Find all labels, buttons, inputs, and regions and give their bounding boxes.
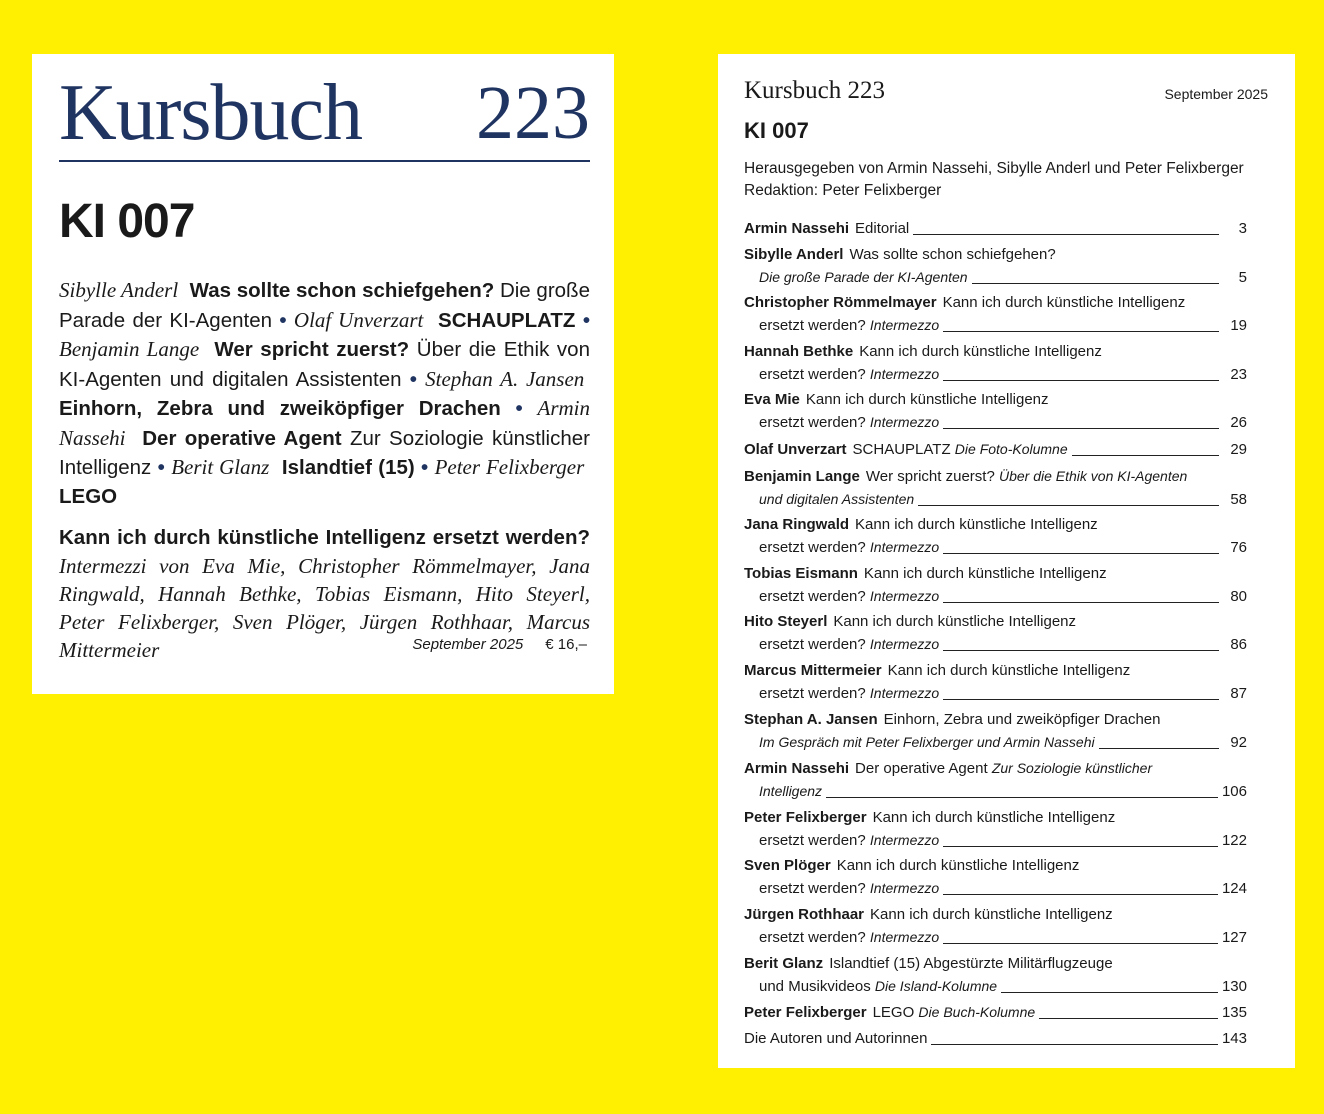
contents-title: Der operative Agent xyxy=(142,426,342,450)
toc-row-first xyxy=(744,465,1247,488)
entry-author: Jana Ringwald xyxy=(744,516,850,534)
page-number: 23 xyxy=(1230,365,1247,383)
entry-subtitle: Intermezzo xyxy=(869,928,940,945)
page-number: 124 xyxy=(1221,880,1247,898)
toc-date: September 2025 xyxy=(1164,86,1268,102)
page-number: 3 xyxy=(1238,220,1247,237)
page-number: 86 xyxy=(1230,636,1247,654)
page-number: 76 xyxy=(1230,539,1247,557)
entry-subtitle: Intermezzo xyxy=(869,880,940,897)
toc-entry xyxy=(744,1028,1247,1050)
page-number: 58 xyxy=(1230,490,1247,508)
entry-title: Islandtief (15) Abgestürzte Militärflugzeuge xyxy=(829,954,1113,972)
separator-bullet: • xyxy=(582,308,590,332)
toc-row xyxy=(744,488,1247,511)
contents-title: Einhorn, Zebra und zweiköpfiger Drachen xyxy=(59,397,501,420)
toc-row-first xyxy=(744,855,1247,877)
contents-author: Berit Glanz xyxy=(171,455,270,479)
toc-row xyxy=(744,1028,1247,1050)
page-number: 143 xyxy=(1221,1029,1247,1047)
entry-author: Armin Nassehi xyxy=(744,760,850,778)
entry-title: Wer spricht zuerst? xyxy=(865,467,995,485)
entry-author: Jürgen Rothhaar xyxy=(744,905,865,923)
entry-title: Kann ich durch künstliche Intelligenz xyxy=(887,661,1131,679)
leader-line xyxy=(1099,748,1219,749)
intermezzo-title: Kann ich durch künstliche Intelligenz ersetzt werden? xyxy=(59,526,590,549)
entry-subtitle: Die große Parade der KI-Agenten xyxy=(759,268,968,285)
page-number: 106 xyxy=(1221,783,1247,801)
leader-line xyxy=(943,331,1219,332)
entry-subtitle: Intermezzo xyxy=(869,414,940,431)
toc-entry xyxy=(744,465,1247,511)
entry-author: Stephan A. Jansen xyxy=(744,710,878,728)
entry-title-cont: ersetzt werden? xyxy=(759,587,866,605)
toc-entry xyxy=(744,389,1247,434)
entry-title-cont: ersetzt werden? xyxy=(759,880,866,898)
entry-author: Peter Felixberger xyxy=(744,1004,867,1022)
entry-subtitle: Intermezzo xyxy=(869,684,940,701)
entry-author: Berit Glanz xyxy=(744,954,824,972)
entry-title: Kann ich durch künstliche Intelligenz xyxy=(859,342,1102,360)
toc-header xyxy=(744,54,1268,110)
toc-row xyxy=(744,411,1247,434)
cover-title: Kursbuch xyxy=(59,69,363,157)
page-number: 135 xyxy=(1221,1004,1247,1022)
toc-row-text xyxy=(744,488,914,511)
toc-row-text xyxy=(744,218,909,240)
entry-subtitle: Intermezzo xyxy=(869,587,940,604)
entry-title-cont: ersetzt werden? xyxy=(759,928,866,946)
toc-row-text xyxy=(744,877,939,900)
entry-author: Hito Steyerl xyxy=(744,613,828,631)
toc-row xyxy=(744,266,1247,289)
toc-redaktion-line: Redaktion: Peter Felixberger xyxy=(744,182,942,199)
entry-author: Sven Plöger xyxy=(744,857,831,875)
cover-date: September 2025 xyxy=(412,636,524,653)
toc-entry xyxy=(744,292,1247,337)
cover-price: € 16,– xyxy=(545,636,587,653)
toc-entry xyxy=(744,514,1247,559)
toc-row-text xyxy=(744,780,822,803)
entry-author: Armin Nassehi xyxy=(744,220,850,237)
toc-row-text xyxy=(744,314,939,337)
toc-title: Kursbuch 223 xyxy=(744,77,885,104)
toc-panel xyxy=(718,54,1295,1068)
contents-author: Sibylle Anderl xyxy=(59,278,179,302)
toc-row xyxy=(744,780,1247,803)
entry-title-cont: ersetzt werden? xyxy=(759,317,866,335)
toc-entry xyxy=(744,1001,1247,1024)
leader-line xyxy=(943,553,1219,554)
entry-title-cont: ersetzt werden? xyxy=(759,831,866,849)
leader-line xyxy=(826,797,1218,798)
leader-line xyxy=(943,650,1219,651)
leader-line xyxy=(1072,455,1219,456)
contents-title: Wer spricht zuerst? xyxy=(214,338,410,361)
leader-line xyxy=(943,943,1218,944)
toc-row-first xyxy=(744,244,1247,266)
toc-entry xyxy=(744,855,1247,900)
toc-row xyxy=(744,536,1247,559)
contents-subtitle: Die große Parade der KI-Agenten xyxy=(59,279,590,332)
toc-editors-line: Herausgegeben von Armin Nassehi, Sibylle Anderl und Peter Felixberger xyxy=(744,160,1244,177)
entry-subtitle: Über die Ethik von KI-Agenten xyxy=(998,467,1188,484)
entry-title: Kann ich durch künstliche Intelligenz xyxy=(870,905,1113,923)
contents-author: Armin Nassehi xyxy=(59,396,590,450)
leader-line xyxy=(943,602,1219,603)
contents-title: Islandtief (15) xyxy=(281,456,415,479)
toc-entry xyxy=(744,904,1247,949)
toc-entry xyxy=(744,438,1247,461)
entry-author: Peter Felixberger xyxy=(744,808,867,826)
entry-title-cont: ersetzt werden? xyxy=(759,414,866,432)
toc-row xyxy=(744,1001,1247,1024)
entry-author: Christopher Römmelmayer xyxy=(744,294,937,312)
toc-row-first xyxy=(744,757,1247,780)
toc-row xyxy=(744,731,1247,754)
entry-subtitle: Die Buch-Kolumne xyxy=(918,1004,1036,1021)
toc-row-first xyxy=(744,904,1247,926)
toc-row xyxy=(744,218,1247,240)
separator-bullet: • xyxy=(279,308,287,332)
toc-row-text xyxy=(744,266,968,289)
toc-row-text xyxy=(744,363,939,386)
entry-subtitle: Die Island-Kolumne xyxy=(874,977,998,994)
entry-title: Kann ich durch künstliche Intelligenz xyxy=(855,516,1098,534)
toc-entry xyxy=(744,563,1247,608)
entry-author: Hannah Bethke xyxy=(744,342,854,360)
toc-row-text xyxy=(744,731,1095,754)
entry-author: Olaf Unverzart xyxy=(744,440,847,458)
toc-row xyxy=(744,314,1247,337)
contents-subtitle: Über die Ethik von KI-Agenten und digitalen Assistenten xyxy=(59,338,590,391)
entry-author: Tobias Eismann xyxy=(744,564,858,582)
toc-row-text xyxy=(744,536,939,559)
entry-title: Kann ich durch künstliche Intelligenz xyxy=(833,613,1077,631)
entry-subtitle: Im Gespräch mit Peter Felixberger und Armin Nassehi xyxy=(759,733,1095,750)
toc-row xyxy=(744,363,1247,386)
toc-row xyxy=(744,926,1247,949)
leader-line xyxy=(1039,1018,1218,1019)
toc-entry xyxy=(744,218,1247,240)
toc-subtitle: KI 007 xyxy=(744,118,809,143)
entry-subtitle: Intelligenz xyxy=(759,783,823,800)
contents-subtitle: Zur Soziologie künstlicher Intelligenz xyxy=(59,426,590,479)
toc-row xyxy=(744,682,1247,705)
toc-entry xyxy=(744,611,1247,656)
leader-line xyxy=(943,380,1219,381)
toc-row-first xyxy=(744,292,1247,314)
toc-entry xyxy=(744,660,1247,705)
entry-title: Kann ich durch künstliche Intelligenz xyxy=(872,808,1116,826)
leader-line xyxy=(943,894,1218,895)
leader-line xyxy=(943,699,1219,700)
leader-line xyxy=(918,505,1219,506)
toc-row-first xyxy=(744,389,1247,411)
leader-line xyxy=(943,846,1218,847)
toc-entry xyxy=(744,709,1247,754)
toc-row-first xyxy=(744,611,1247,633)
toc-row-first xyxy=(744,953,1247,975)
entry-title: Was sollte schon schiefgehen? xyxy=(849,245,1056,263)
toc-editors xyxy=(744,158,1247,202)
page-number: 26 xyxy=(1230,414,1247,432)
contents-author: Olaf Unverzart xyxy=(293,307,424,332)
cover-contents xyxy=(59,276,590,511)
toc-entry xyxy=(744,953,1247,998)
page-number: 127 xyxy=(1221,928,1247,946)
entry-title: Kann ich durch künstliche Intelligenz xyxy=(942,294,1186,312)
entry-title: Einhorn, Zebra und zweiköpfiger Drachen xyxy=(883,710,1161,728)
entry-title: SCHAUPLATZ xyxy=(852,440,951,458)
toc-row-text xyxy=(744,829,939,852)
separator-bullet: • xyxy=(515,397,523,420)
leader-line xyxy=(913,234,1219,235)
leader-line xyxy=(1001,992,1218,993)
toc-row-text xyxy=(744,975,997,998)
separator-bullet: • xyxy=(421,456,429,479)
entry-author: Marcus Mittermeier xyxy=(744,661,882,679)
toc-row-first xyxy=(744,660,1247,682)
toc-row xyxy=(744,975,1247,998)
contents-author: Benjamin Lange xyxy=(59,337,200,361)
toc-row-first xyxy=(744,341,1247,363)
entry-title: Kann ich durch künstliche Intelligenz xyxy=(805,391,1049,409)
page-number: 29 xyxy=(1230,440,1247,458)
toc-row-text xyxy=(744,585,939,608)
entry-subtitle: Intermezzo xyxy=(869,539,940,556)
leader-line xyxy=(972,283,1219,284)
page-number: 87 xyxy=(1230,684,1247,702)
entry-title-cont: ersetzt werden? xyxy=(759,684,866,702)
leader-line xyxy=(943,428,1219,429)
contents-title: SCHAUPLATZ xyxy=(438,308,576,332)
toc-row-first xyxy=(744,514,1247,536)
toc-row-text xyxy=(744,682,939,705)
entry-subtitle: Intermezzo xyxy=(869,636,940,653)
toc-row-first xyxy=(744,807,1247,829)
entry-title: Kann ich durch künstliche Intelligenz xyxy=(863,564,1107,582)
toc-row xyxy=(744,877,1247,900)
entry-subtitle: Intermezzo xyxy=(869,365,940,382)
leader-line xyxy=(931,1044,1217,1045)
toc-entry xyxy=(744,244,1247,289)
entry-title-cont: und Musikvideos xyxy=(759,977,871,995)
entry-subtitle: Zur Soziologie künstlicher xyxy=(991,760,1153,777)
toc-list xyxy=(744,218,1247,1050)
entry-title-cont: ersetzt werden? xyxy=(759,539,866,557)
cover-masthead xyxy=(59,54,590,162)
page-number: 122 xyxy=(1221,831,1247,849)
entry-title: Der operative Agent xyxy=(855,760,988,778)
entry-subtitle: und digitalen Assistenten xyxy=(759,490,915,507)
cover-footer xyxy=(412,636,587,653)
toc-row-text xyxy=(744,411,939,434)
toc-row-first xyxy=(744,709,1247,731)
entry-author: Eva Mie xyxy=(744,391,800,409)
toc-row-text xyxy=(744,1001,1035,1024)
toc-row-first xyxy=(744,563,1247,585)
toc-entry xyxy=(744,757,1247,803)
toc-row-text xyxy=(744,926,939,949)
contents-title: LEGO xyxy=(59,484,118,508)
toc-entry xyxy=(744,807,1247,852)
contents-title: Was sollte schon schiefgehen? xyxy=(189,279,495,302)
toc-row xyxy=(744,829,1247,852)
page-number: 130 xyxy=(1221,977,1247,995)
entry-title-cont: ersetzt werden? xyxy=(759,365,866,383)
entry-subtitle: Die Foto-Kolumne xyxy=(954,440,1068,457)
entry-title-cont: ersetzt werden? xyxy=(759,636,866,654)
entry-title: Kann ich durch künstliche Intelligenz xyxy=(836,857,1080,875)
contents-author: Stephan A. Jansen xyxy=(425,366,585,391)
page-number: 5 xyxy=(1238,268,1247,286)
entry-subtitle: Intermezzo xyxy=(869,831,940,848)
toc-row-text xyxy=(744,438,1068,461)
entry-title: Editorial xyxy=(855,220,910,237)
page-number: 92 xyxy=(1230,733,1247,751)
entry-author: Benjamin Lange xyxy=(744,467,860,485)
toc-row xyxy=(744,633,1247,656)
entry-author: Sibylle Anderl xyxy=(744,245,844,263)
separator-bullet: • xyxy=(157,456,165,479)
toc-row-text xyxy=(744,633,939,656)
separator-bullet: • xyxy=(409,367,417,391)
contents-author: Peter Felixberger xyxy=(434,455,585,479)
cover-issue-number: 223 xyxy=(476,71,590,155)
page-number: 80 xyxy=(1230,587,1247,605)
intermezzo-authors: Intermezzi von Eva Mie, Christopher Römmelmayer, Jana Ringwald, Hannah Bethke, Tobias Eismann, Hito Steyerl, Peter Felixberger, Sven Plöger, Jürgen Rothhaar, Marcus Mittermeier xyxy=(59,554,590,662)
toc-row xyxy=(744,585,1247,608)
toc-entry xyxy=(744,341,1247,386)
cover-panel xyxy=(32,54,614,694)
toc-row-text xyxy=(744,1028,927,1050)
toc-row xyxy=(744,438,1247,461)
entry-title: Die Autoren und Autorinnen xyxy=(744,1029,928,1047)
page-number: 19 xyxy=(1230,317,1247,335)
entry-subtitle: Intermezzo xyxy=(869,317,940,334)
entry-title: LEGO xyxy=(872,1004,915,1022)
cover-subtitle: KI 007 xyxy=(59,195,195,248)
